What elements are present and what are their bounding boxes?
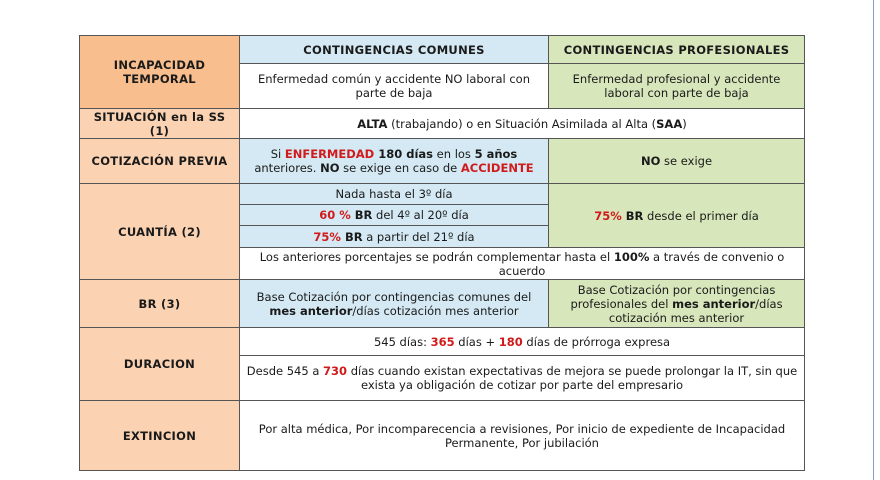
header-contingencias-comunes: CONTINGENCIAS COMUNES [240, 36, 549, 64]
br-comunes [240, 280, 549, 328]
dur-730: 730 [323, 364, 348, 378]
table-row [80, 109, 805, 139]
cot-text: Si [270, 147, 285, 161]
cuantia-row-3 [240, 226, 549, 248]
cuantia-prof-text: desde el primer día [643, 208, 759, 223]
br-prof-mes-anterior: mes anterior [672, 296, 756, 311]
situacion-label: SITUACIÓN en la SS (1) [80, 109, 240, 139]
br-text: /días cotización mes anterior [352, 303, 519, 318]
cuantia-prof-pct: 75% [594, 208, 622, 223]
cuantia-br: BR [340, 229, 363, 244]
cuantia-row-2 [240, 205, 549, 226]
situacion-value [240, 109, 805, 139]
cotizacion-profesionales [549, 139, 805, 184]
situacion-text-end: ) [682, 116, 687, 131]
cuantia-note [240, 248, 805, 280]
situacion-alta: ALTA [357, 116, 388, 131]
cot-text: en los [433, 147, 475, 161]
cuantia-profesionales [549, 184, 805, 248]
dur-text: 545 días: [373, 334, 431, 349]
cotizacion-comunes [240, 139, 549, 184]
cuantia-prof-br: BR [621, 208, 644, 223]
br-prof-text: Base Cotización por contingencias profesionales del [570, 282, 776, 311]
dur-text: días + [454, 334, 499, 349]
note-text: Los anteriores porcentajes se podrán complementar hasta el [259, 249, 614, 264]
dur-text: días de prórroga expresa [522, 334, 671, 349]
table-row [80, 36, 805, 64]
cuantia-row-1: Nada hasta el 3º día [240, 184, 549, 205]
duracion-row-1 [240, 328, 805, 356]
dur-180: 180 [498, 334, 523, 349]
page-edge [873, 0, 874, 480]
cot-text: anteriores. [254, 161, 321, 175]
cuantia-75: 75% [313, 229, 341, 244]
br-text: Base Cotización por contingencias comunes del [256, 289, 532, 304]
note-100: 100% [613, 249, 650, 264]
table-row [80, 280, 805, 328]
cuantia-br: BR [350, 208, 373, 222]
cot-180: 180 días [374, 147, 434, 161]
br-prof-text: /días cotización mes anterior [608, 296, 783, 325]
cuantia-label: CUANTÍA (2) [80, 184, 240, 280]
extincion-value: Por alta médica, Por incomparecencia a revisiones, Por inicio de expediente de Incapacidad Permanente, Por jubilación [240, 401, 805, 471]
br-mes-anterior: mes anterior [269, 303, 353, 318]
cot-prof-text: se exige [660, 154, 713, 168]
duracion-label: DURACION [80, 328, 240, 401]
situacion-text: (trabajando) o en Situación Asimilada al Alta ( [387, 116, 657, 131]
br-label: BR (3) [80, 280, 240, 328]
cot-text: se exige en caso de [339, 161, 461, 175]
cuantia-text: del 4º al 20º día [372, 208, 469, 222]
duracion-row-2 [240, 356, 805, 401]
br-profesionales [549, 280, 805, 328]
header-contingencias-profesionales: CONTINGENCIAS PROFESIONALES [549, 36, 805, 64]
cuantia-text: a partir del 21º día [362, 229, 475, 244]
cot-prof-no: NO [640, 154, 661, 168]
cotizacion-label: COTIZACIÓN PREVIA [80, 139, 240, 184]
note-text: a través de convenio o acuerdo [498, 249, 785, 278]
table-row [80, 328, 805, 356]
table-row [80, 184, 805, 205]
cot-accidente: ACCIDENTE [460, 161, 534, 175]
dur-text: días cuando existan expectativas de mejora se puede prolongar la IT, sin que exista ya obligación de cotizar por parte del empresario [347, 364, 798, 392]
cuantia-60: 60 % [319, 208, 351, 222]
dur-text: Desde 545 a [246, 364, 324, 378]
desc-comunes: Enfermedad común y accidente NO laboral con parte de baja [240, 64, 549, 109]
table-row [80, 139, 805, 184]
header-label: INCAPACIDAD TEMPORAL [80, 36, 240, 109]
extincion-label: EXTINCION [80, 401, 240, 471]
incapacidad-temporal-table [79, 35, 805, 471]
dur-365: 365 [430, 334, 455, 349]
cot-no: NO [320, 161, 340, 175]
cot-5anos: 5 años [474, 147, 518, 161]
situacion-saa: SAA [656, 116, 683, 131]
desc-profesionales: Enfermedad profesional y accidente laboral con parte de baja [549, 64, 805, 109]
cot-enfermedad: ENFERMEDAD [284, 147, 375, 161]
table-row [80, 401, 805, 471]
